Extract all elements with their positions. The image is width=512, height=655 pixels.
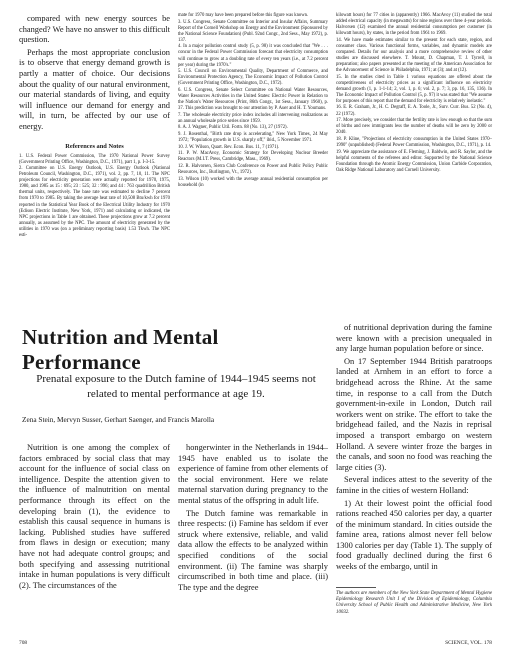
top-left-column [19, 14, 170, 239]
reference-number: 11. [178, 151, 184, 157]
reference-number: 8. [178, 125, 182, 131]
reference-number: 9. [178, 132, 182, 138]
reference-entry [178, 88, 328, 112]
reference-entry [336, 137, 492, 149]
reference-number: 15. [336, 74, 342, 80]
reference-text: U.S. Federal Power Commission, The 1970 National Power Survey (Government Printing Office, Washington, D.C., 1971), part 1, p. I-3-15. [19, 153, 170, 165]
references-list-part1 [19, 154, 170, 239]
reference-entry [178, 13, 328, 19]
reference-text: P. W. MacAvoy, Economic Strategy for Developing Nuclear Breeder Reactors (M.I.T. Press, Cambridge, Mass., 1969). [178, 151, 329, 163]
reference-number: 2. [19, 166, 23, 172]
reference-text: J. Rosenthal, "Birth rate drop is accelerating," New York Times, 24 May 1972; "Population growth in U.S. sharply off," ibid., 5 November 1971. [178, 132, 328, 144]
paragraph: of nutritional deprivation during the famine were known with a precision unequaled in any large human population before or since. [336, 323, 492, 354]
paragraph: Perhaps the most appropriate conclusion is to observe that energy demand growth is partly a matter of choice. Our decisions about the quality of our natural environment, our material standards of living, and equity will influence our demand for energy and will, in turn, be affected by our use of energy. [19, 47, 170, 131]
page-number: 708 [19, 640, 28, 646]
reference-text: U.S. Congress, Senate Select Committee on National Water Resources, Water Resources Activities in the United States: Electric Power in Relation to the Nation's Water Resources (Print, 86th Congr., 1st Sess., January 1960), p. 37. This prediction was brought to our attention by P. Auer and H. T. Youmans. [178, 87, 328, 112]
article-column-2 [178, 443, 328, 595]
reference-text: R. Halvorsen, Sierra Club Conference on Power and Public Policy Public Resources, Inc., Burlington, Vt., 1972). [178, 164, 328, 176]
reference-text: In the studies cited in Table 1 various equations are offered about the competitiveness of electricity prices as a significant influence on electricity demand growth (1, p. 1-1-14; 2, vol. 1, p. 6; vol. 2, p. 7; 3, pp. 16, 135, 136). In The Economic Impact of Pollution Control (5, p. 97) it was stated that "We assume for purposes of this report that the demand for electricity is relatively inelastic." [336, 74, 492, 104]
reference-number: 16. [336, 105, 342, 111]
reference-number: 4. [178, 44, 182, 50]
reference-number: 3. [178, 19, 182, 25]
reference-number: 5. [178, 69, 182, 75]
author-affiliation-footnote: The authors are members of the New York State Department of Mental Hygiene Epidemiology Research Unit I of the Division of Epidemiology, Columbia University School of Public Health and Administrative Medicine, New York 10032. [336, 591, 492, 615]
article-subtitle: Prenatal exposure to the Dutch famine of 1944–1945 seems not related to mental performance at age 19. [36, 373, 316, 400]
reference-entry [336, 105, 492, 117]
references-heading: References and Notes [65, 142, 124, 150]
reference-entry [336, 118, 492, 136]
reference-text: P. Kline, "Projections of electricity consumption in the United States 1970–1990" (unpublished) (Federal Power Commission, Washington, D.C., 1971), p. 14. [336, 136, 492, 148]
reference-number: 17. [336, 118, 342, 124]
paragraph: compared with new energy sources be changed? We have no answer to this difficult question. [19, 14, 170, 45]
reference-entry [178, 132, 328, 144]
paragraph: On 17 September 1944 British paratroops landed at Arnhem in an effort to force a bridgehead across the Rhine. At the same time, in response to a call from the Dutch government-in-exile in London, Dutch rail workers went on strike. The effort to take the bridgehead failed, and the Nazis in reprisal imposed a transport embargo on western Holland. A severe winter froze the barges in the canals, and soon no food was reaching the large cities (3). [336, 356, 492, 472]
reference-text: More precisely, we consider that the fertility rate is low enough so that the sum of births and new immigrants less the number of deaths will be zero by 2000 or 2040. [336, 118, 493, 136]
reference-number: 6. [178, 87, 182, 93]
journal-volume: SCIENCE, VOL. 178 [445, 640, 492, 646]
paragraph: hongerwinter in the Netherlands in 1944–1945 have enabled us to isolate the experience of famine from other elements of the social environment. Here we relate maternal starvation during pregnancy to the mental status of the offspring in adult life. [178, 443, 328, 505]
reference-entry [178, 69, 328, 87]
reference-entry [19, 154, 170, 166]
reference-entry [178, 145, 328, 151]
references-column-3 [336, 13, 492, 174]
reference-entry [178, 113, 328, 125]
reference-text: The wholesale electricity price index includes all intervening realizations as an annual wholesale price series since 1959. [178, 112, 328, 124]
reference-number: 14. [336, 37, 342, 43]
paragraph: Nutrition is one among the complex of factors embraced by social class that may account for the influence of social class on intelligence. Despite the attention given to the influence of malnutrition on mental performance through its effect on the developing brain (1), the evidence to establish this causal sequence in humans is lacking. Published studies have suffered from flaws in design or execution; many have not had adequate control groups; and both specifying and assessing nutritional intake in human populations is very difficult (2). The circumstances of the [19, 443, 170, 590]
reference-number: 10. [178, 144, 184, 150]
reference-text: kilowatt hours) for 77 cities in (apparently) 1966. MacAvoy (11) studied the total added electrical capacity (in megawatts) for nine regions over three 4-year periods. Halvorsen (12) examined the annual residential consumption per customer (in kilowatt hours), by states, in the period from 1961 to 1969. [336, 13, 492, 37]
reference-text: E. R. Graham, Jr., H. C. Degraff, E. A. Toole, Jr., Surv. Curr. Bus. 52 (No. 4), 22 (1972). [336, 105, 492, 117]
reference-entry [336, 75, 492, 105]
reference-text: mate for 1970 may have been prepared before this figure was known. [178, 13, 309, 18]
paragraph: The Dutch famine was remarkable in three respects: (i) Famine has seldom if ever struck where extensive, reliable, and valid data allow the effects to be analyzed within specified conditions of the social environment. (ii) The famine was sharply circumscribed in both time and place. (iii) The type and the degree [178, 508, 328, 592]
reference-text: Committee on U.S. Energy Outlook, U.S. Energy Outlook (National Petroleum Council, Washington, D.C., 1971), vol. 2, pp. 7, 10, 11. The NPC projections for electricity generation were actually reported for 1970, 1975, 1980, and 1985 as 15 : 695; 23 : 525; 32 : 996; and 44 : 763 quadrillion British thermal units, respectively. The base rate was estimated to decline 7 percent from 1970 to 1985. By taking the average heat rate of 10,508 Btu/kwh for 1970 reported in the Statistical Year Book of the Electrical Utility Industry for 1970 (Edison Electric Institute, New York, 1971) and calculating or indicated, the NPC projections in Table 1 are obtained. These projections grow at 7.2 percent annually, as assumed by the NPC. The amount of electricity generated by the utilities in 1970 was (on a preliminary reporting basis) 1.53 Tkwh. The NPC esti- [19, 166, 170, 238]
reference-number: 18. [336, 136, 342, 142]
reference-text: J. W. Wilson, Quart. Rev. Econ. Bus. 11, 7 (1971). [185, 144, 280, 150]
article-right-column [336, 323, 492, 575]
reference-entry [19, 166, 170, 239]
reference-entry [178, 125, 328, 131]
reference-number: 13. [178, 176, 184, 182]
footnote-rule [336, 587, 376, 588]
article-column-1 [19, 443, 170, 593]
reference-number: 19. [336, 149, 342, 155]
reference-entry [336, 150, 492, 174]
reference-text: In a major pollution control study (5, p. 98) it was concluded that "We . . . concur in the Federal Power Commission forecast that electricity consumption will continue to grow at a doubling rate of every ten years (i.e., at 7.2 percent per year) during the 1970's." [178, 44, 329, 68]
reference-number: 7. [178, 112, 182, 118]
reference-entry [336, 38, 492, 74]
reference-text: We have made estimates similar to the present for each state, region, and consumer class. Various functional forms, variables, and dynamic models are compared. Details for our analysis and a more comprehensive review of other studies are discussed elsewhere. T. Mount, D. Chapman, T. J. Tyrrell, in preparation; also papers presented at the meeting of the American Association for the Advancement of Science in Philadelphia, 1971; at (3); and at (12). [336, 37, 492, 74]
reference-number: 1. [19, 153, 23, 159]
reference-text: U.S. Council on Environmental Quality, Department of Commerce, and Environmental Protection Agency, The Economic Impact of Pollution Control (Government Printing Office, Washington, D.C., 1972). [178, 69, 329, 87]
reference-entry [178, 44, 328, 68]
reference-text: A. J. Wagner, Public Util. Fortn. 88 (No. 13), 27 (1972). [182, 125, 288, 131]
reference-text: U.S. Congress, Senate Committee on Interior and Insular Affairs, Summary Report of the Cornell Workshop on Energy and the Environment (Sponsored by the National Science Foundation) (Publ. 92nd Congr., 2nd Sess., May 1972), p. 137. [178, 19, 329, 43]
article-authors: Zena Stein, Mervyn Susser, Gerhart Saenger, and Francis Marolla [22, 415, 215, 424]
reference-number: 12. [178, 164, 184, 170]
reference-entry [178, 20, 328, 44]
references-column-2 [178, 13, 328, 189]
paragraph: 1) At their lowest point the official food rations reached 450 calories per day, a quarter of the minimum standard. In cities outside the famine area, rations almost never fell below 1300 calories per day (Table 1). The supply of food gradually declined during the first 6 weeks of the embargo, until in [336, 498, 492, 572]
conclusion-text [19, 14, 170, 133]
reference-entry [336, 13, 492, 37]
paragraph: Several indices attest to the severity of the famine in the cities of western Holland: [336, 475, 492, 495]
reference-entry [178, 177, 328, 189]
reference-entry [178, 151, 328, 163]
reference-entry [178, 164, 328, 176]
article-title: Nutrition and Mental Performance [22, 325, 219, 374]
reference-text: Wilson (10) worked with the average annual residential consumption per household (in [178, 176, 328, 188]
reference-text: We appreciate the assistance of E. Fleming, J. Baldwin, and R. Saylor, and the helpful comments of the referees and editor. Supported by the National Science Foundation through the Atomic Energy Commission, Union Carbide Corporation, Oak Ridge National Laboratory and Cornell University. [336, 149, 492, 173]
